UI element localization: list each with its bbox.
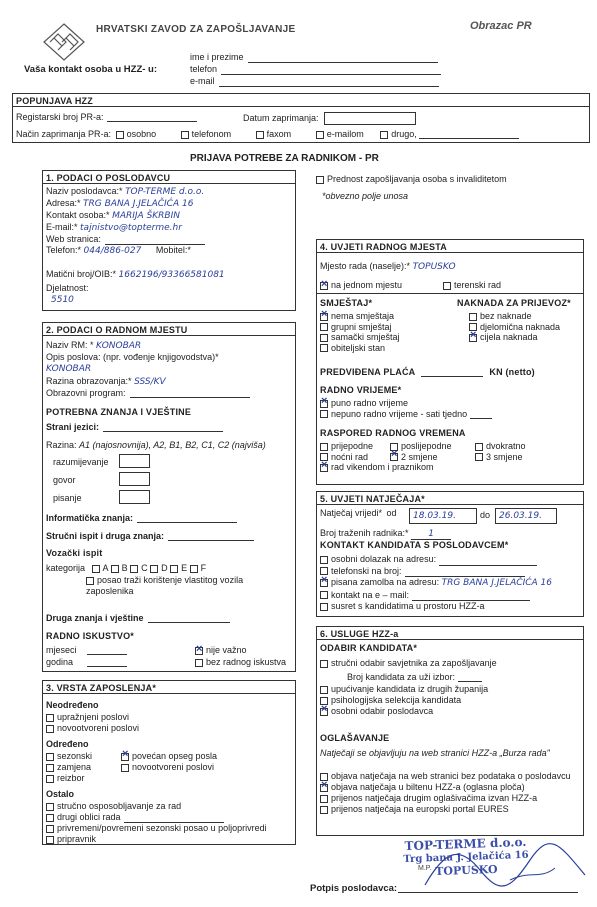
cat-c-checkbox[interactable] [130,565,138,573]
letter-address-value[interactable]: TRG BANA J.JELAČIĆA 16 [441,578,552,588]
hzz-section: POPUNJAVA HZZ Registarski broj PR-a: Datum zaprimanja: Način zaprimanja PR-a: osobno telefonom faxom e-mailom drugo, [12,93,590,143]
fulltime-checkbox[interactable] [320,400,328,408]
def-seasonal-checkbox[interactable] [46,753,54,761]
driving-title: Vozački ispit [46,548,103,558]
tender-section: 5. UVJETI NATJEČAJA* Natječaj vrijedi* od 18.03.19. do 26.03.19. Broj traženih radnika:* 1 KONTAKT KANDIDATA S POSLODAVCEM* osobni dolazak na adresu: telefonski na broj: ×pisana zamolba na adresu: TRG BANA J.JELAČIĆA 16 kontakt na e – mail: susret s kandidatima u prostoru HZZ-a [316,491,584,617]
schedule-title: RASPORED RADNOG VREMENA [320,428,466,438]
hzz-logo [42,22,86,62]
method-email-checkbox[interactable] [316,131,324,139]
ad-other-checkbox[interactable] [320,795,328,803]
ads-note: Natječaji se objavljuju na web stranici HZZ-a „Burza rada" [320,748,550,758]
date-field[interactable] [324,112,416,125]
ad-bulletin-checkbox[interactable] [320,784,328,792]
mp-label: M.P. [418,865,432,872]
def-title: Određeno [46,739,89,749]
schedule-weekend-checkbox[interactable] [320,464,328,472]
desc-label: Opis poslova: (npr. vođenje knjigovodstva)* [46,352,219,362]
schedule-grid: prijepodne poslijepodne dvokratno noćni rad× 2 smjene 3 smjene ×rad vikendom i praznikom [320,441,526,473]
other-title: Ostalo [46,789,75,799]
valid-from-field[interactable]: 18.03.19. [409,508,477,524]
expert-selection-checkbox[interactable] [320,660,328,668]
priority-row: Prednost zapošljavanja osoba s invaliditetom [316,174,507,184]
method-osobno-checkbox[interactable] [116,131,124,139]
method-other-checkbox[interactable] [380,131,388,139]
job-title: 2. PODACI O RADNOM MJESTU [46,325,188,335]
reg-number-field[interactable] [107,112,197,122]
indef-list: upražnjeni poslovi novootvoreni poslovi [46,712,139,734]
employer-selection-checkbox[interactable] [320,708,328,716]
form-title: PRIJAVA POTREBE ZA RADNIKOM - PR [190,153,379,164]
method-fax-checkbox[interactable] [256,131,264,139]
field-work-checkbox[interactable] [443,282,451,290]
signature-label: Potpis poslodavca: [310,883,398,894]
cat-d-checkbox[interactable] [150,565,158,573]
priority-checkbox[interactable] [316,176,324,184]
employer-fields: Naziv poslodavca:* TOP-TERME d.o.o. Adresa:* TRG BANA J.JELAČIĆA 16 Kontakt osoba:* MARIJA ŠKRBIN E-mail:* tajnistvo@topterme.hr Web stranica: Telefon:* 044/886-027 Mobitel:* [46,186,205,256]
edu-value[interactable]: SSS/KV [134,377,166,387]
housing-none-checkbox[interactable] [320,313,328,321]
method-row: Način zaprimanja PR-a: osobno telefonom faxom e-mailom drugo, [16,129,519,139]
select-title: ODABIR KANDIDATA* [320,643,418,653]
place-value[interactable]: TOPUSKO [412,262,456,272]
worktime-title: RADNO VRIJEME* [320,385,402,395]
institution-name: HRVATSKI ZAVOD ZA ZAPOŠLJAVANJE [96,24,296,35]
count-value[interactable]: 1 [411,529,451,540]
skills-title: POTREBNA ZNANJA I VJEŠTINE [46,407,192,417]
conditions-section: 4. UVJETI RADNOG MJESTA Mjesto rada (naselje):* TOPUSKO ×na jednom mjestu terenski rad SMJEŠTAJ* NAKNADA ZA PRIJEVOZ* ×nema smještaja grupni smještaj samački smještaj obiteljski stan bez naknade djelomična naknada ×cijela naknada PREDVIĐENA PLAĆA KN (netto) RADNO VRIJEME* ×puno radno vrijeme nepuno radno vrijeme - sati tjedno RASPORED RADNOG VREMENA prijepodne poslijepodne dvokratno noćni rad× 2 smjene 3 smjene ×rad vikendom i praznikom [316,239,584,485]
other-training-checkbox[interactable] [46,803,54,811]
select-list: upućivanje kandidata iz drugih županija psihologijska selekcija kandidata ×osobni odabir poslodavca [320,684,488,717]
employer-oib-value[interactable]: 1662196/93366581081 [118,270,225,280]
job-section: 2. PODACI O RADNOM MJESTU Naziv RM: * KONOBAR Opis poslova: (npr. vođenje knjigovodstva)* KONOBAR Razina obrazovanja:* SSS/KV Obrazovni program: POTREBNA ZNANJA I VJEŠTINE Strani jezici: Razina: A1 (najosnovnija), A2, B1, B2, C1, C2 (najviša) razumijevanje govor pisanje Informatička znanja: Stručni ispit i druga znanja: Vozački ispit kategorija A B C D E F posao traži korištenje vlastitog vozila zaposlenika Druga znanja i vještine RADNO ISKUSTVO* mjeseci godina ×nije važno bez radnog iskustva [42,322,296,672]
def-left-list: sezonski zamjena reizbor [46,751,92,784]
to-label: do [480,510,491,520]
exp-not-important-checkbox[interactable] [195,647,203,655]
indef-vacant-checkbox[interactable] [46,714,54,722]
method-phone-checkbox[interactable] [181,131,189,139]
required-note: *obvezno polje unosa [322,191,409,201]
employment-section [42,680,296,845]
travel-none-checkbox[interactable] [469,313,477,321]
contact-title: KONTAKT KANDIDATA S POSLODAVCEM* [320,540,509,550]
exp-none-checkbox[interactable] [195,659,203,667]
contact-fields: ime i prezime telefon e-mail [190,51,441,87]
schedule-morning-checkbox[interactable] [320,443,328,451]
employer-title: 1. PODACI O POSLODAVCU [46,173,171,183]
travel-full-checkbox[interactable] [469,334,477,342]
contact-label: Vaša kontakt osoba u HZZ- u: [24,64,158,75]
exp-title: RADNO ISKUSTVO* [46,631,135,641]
travel-title: NAKNADA ZA PRIJEVOZ* [457,298,571,308]
categories-row: kategorija A B C D E F [46,563,207,573]
lang-skills: razumijevanje govor pisanje [53,457,109,503]
def-right-list: ×povećan opseg posla novootvoreni poslovi [121,751,217,773]
cat-b-checkbox[interactable] [111,565,119,573]
contact-list: osobni dolazak na adresu: telefonski na broj: ×pisana zamolba na adresu: TRG BANA J.JELAČIĆA 16 kontakt na e – mail: susret s kandidatima u prostoru HZZ-a [320,554,552,613]
own-vehicle-row: posao traži korištenje vlastitog vozila zaposlenika [86,575,244,596]
worktime-list: ×puno radno vrijeme nepuno radno vrijeme - sati tjedno [320,398,492,419]
def-replacement-checkbox[interactable] [46,764,54,772]
contact-letter-checkbox[interactable] [320,579,328,587]
signature-line[interactable] [398,892,578,893]
form-code: Obrazac PR [470,20,532,32]
skill-box-1[interactable] [119,454,150,468]
tender-title: 5. UVJETI NATJEČAJA* [320,494,425,504]
def-new-checkbox[interactable] [121,764,129,772]
schedule-2shift-checkbox[interactable] [390,453,398,461]
cat-e-checkbox[interactable] [170,565,178,573]
employer-activity-value[interactable]: 5510 [51,295,74,305]
indef-title: Neodređeno [46,700,99,710]
travel-list: bez naknade djelomična naknada ×cijela naknada [469,311,560,343]
schedule-3shift-checkbox[interactable] [475,453,483,461]
housing-family-checkbox[interactable] [320,344,328,352]
single-place-checkbox[interactable] [320,282,328,290]
conditions-title: 4. UVJETI RADNOG MJESTA [320,242,447,252]
services-section: 6. USLUGE HZZ-a ODABIR KANDIDATA* stručni odabir savjetnika za zapošljavanje Broj kandidata za uži izbor: upućivanje kandidata iz drugih županija psihologijska selekcija kandidata ×osobni odabir poslodavca OGLAŠAVANJE Natječaji se objavljuju na web stranici HZZ-a „Burza rada" objava natječaja na web stranici bez podataka o poslodavcu ×objava natječaja u biltenu HZZ-a (oglasna ploča) prijenos natječaja drugim oglašivačima izvan HZZ-a prijenos natječaja na europski portal EURES [316,626,584,836]
own-vehicle-checkbox[interactable] [86,577,94,585]
valid-to-field[interactable]: 26.03.19. [495,508,557,524]
indef-new-checkbox[interactable] [46,725,54,733]
def-increased-checkbox[interactable] [121,753,129,761]
def-reelection-checkbox[interactable] [46,775,54,783]
housing-title: SMJEŠTAJ* [320,298,373,308]
contact-meeting-checkbox[interactable] [320,603,328,611]
skill-box-3[interactable] [119,490,150,504]
ads-list: objava natječaja na web stranici bez podataka o poslodavcu ×objava natječaja u biltenu HZZ-a (oglasna ploča) prijenos natječaja drugim oglašivačima izvan HZZ-a prijenos natječaja na europski portal EURES [320,771,578,815]
cat-a-checkbox[interactable] [92,565,100,573]
employment-title: 3. VRSTA ZAPOSLENJA* [46,683,157,693]
employer-phone-value[interactable]: 044/886-027 [83,246,142,256]
desc-value[interactable]: KONOBAR [46,364,92,374]
housing-group-checkbox[interactable] [320,323,328,331]
hzz-title: POPUNJAVA HZZ [16,96,93,106]
other-forms-checkbox[interactable] [46,814,54,822]
services-title: 6. USLUGE HZZ-a [320,629,399,639]
ads-title: OGLAŠAVANJE [320,733,390,743]
parttime-checkbox[interactable] [320,410,328,418]
employer-address-value[interactable]: TRG BANA J.JELAČIĆA 16 [83,199,194,209]
rm-value[interactable]: KONOBAR [96,341,142,351]
other-counties-checkbox[interactable] [320,686,328,694]
employer-name-value[interactable]: TOP-TERME d.o.o. [125,187,205,197]
employer-section: 1. PODACI O POSLODAVCU Naziv poslodavca:* TOP-TERME d.o.o. Adresa:* TRG BANA J.JELAČIĆA 16 Kontakt osoba:* MARIJA ŠKRBIN E-mail:* tajnistvo@topterme.hr Web stranica: Telefon:* 044/886-027 Mobitel:* Matični broj/OIB:* 1662196/93366581081 Djelatnost: 5510 [42,170,296,311]
other-agri-checkbox[interactable] [46,825,54,833]
signature-scribble [420,840,590,895]
other-list: stručno osposobljavanje za rad drugi oblici rada privremeni/povremeni sezonski posao u poljoprivredi pripravnik [46,801,267,845]
contact-visit-checkbox[interactable] [320,556,328,564]
contact-email-checkbox[interactable] [320,591,328,599]
company-stamp: TOP-TERME d.o.o. Trg bana J. Jelačića 16 TOPUSKO [403,834,529,879]
employer-contact-value[interactable]: MARIJA ŠKRBIN [112,211,180,221]
housing-single-checkbox[interactable] [320,334,328,342]
skill-box-2[interactable] [119,472,150,486]
other-intern-checkbox[interactable] [46,836,54,844]
ad-eures-checkbox[interactable] [320,806,328,814]
employer-email-value[interactable]: tajnistvo@topterme.hr [80,223,182,233]
housing-list: ×nema smještaja grupni smještaj samački smještaj obiteljski stan [320,311,400,353]
schedule-split-checkbox[interactable] [475,443,483,451]
cat-f-checkbox[interactable] [190,565,198,573]
